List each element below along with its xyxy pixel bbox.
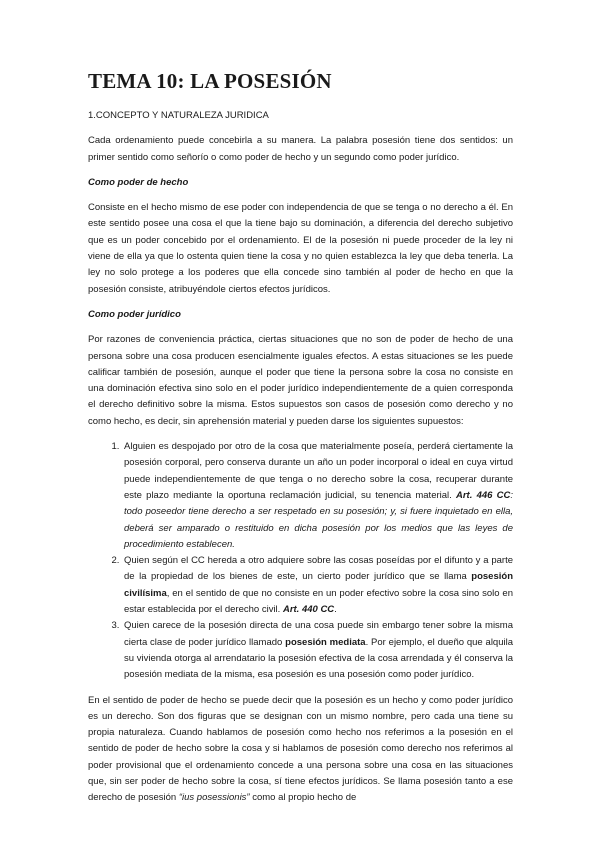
list-item-text: Quien carece de la posesión directa de una cosa puede sin embargo tener sobre la misma cierta clase de poder jurídico llamado <box>124 620 513 648</box>
bold-term: posesión mediata <box>285 636 366 648</box>
subheading-poder-juridico: Como poder jurídico <box>88 308 181 320</box>
section-heading: 1.CONCEPTO Y NATURALEZA JURIDICA <box>88 110 269 121</box>
article-reference: Art. 446 CC <box>456 489 511 501</box>
article-reference: Art. 440 CC <box>282 604 335 616</box>
list-item-text: . Por ejemplo, el dueño que alquila su vivienda otorga al arrendatario la posesión efectiva de la cosa arrendada y él conserva la posesión mediata de la misma, esa posesión es una posesión como poder jurídico. <box>124 636 513 681</box>
latin-term: “ius posessionis” <box>178 792 250 804</box>
article-quote: : todo poseedor tiene derecho a ser respetado en su posesión; y, si fuere inquietado en ella, deberá ser amparado o restituido en dicha posesión por los medios que las leyes de procedimiento establecen. <box>124 489 513 550</box>
bold-term: posesión civilísima <box>124 571 513 599</box>
final-paragraph-text: En el sentido de poder de hecho se puede decir que la posesión es un hecho y como poder jurídico es un derecho. Son dos figuras que se designan con un mismo nombre, pero cada una tiene su propia naturaleza. Cuando hablamos de posesión como hecho nos referimos a la posesión en el sentido de poder de hecho sobre la cosa y si hablamos de posesión como derecho nos referimos al poder provisional que el ordenamiento concede a una persona sobre una cosa en las situaciones que, sin ser poder de hecho sobre la cosa, sí tiene efectos jurídicos. Se llama posesión tanto a ese derecho de posesión <box>88 694 513 804</box>
intro-paragraph: Cada ordenamiento puede concebirla a su manera. La palabra posesión tiene dos sentidos: un primer sentido como señorío o como poder de hecho y un segundo como poder jurídico. <box>88 135 513 163</box>
final-paragraph <box>88 693 513 807</box>
list-item <box>122 618 513 683</box>
list-item-text: Alguien es despojado por otro de la cosa que materialmente poseía, perderá ciertamente la posesión corporal, pero conserva durante un año un poder incorporal o ideal en cuya virtud puede independientemente de que tenga o no derecho sobre la cosa, recuperar durante este plazo mediante la oportuna reclamación judicial, su tenencia material. <box>124 441 513 501</box>
list-item <box>122 553 513 618</box>
list-item-text: , en el sentido de que no consiste en un poder efectivo sobre la cosa sino solo en estar establecida por el derecho civil. <box>124 587 513 616</box>
paragraph-poder-juridico: Por razones de conveniencia práctica, ciertas situaciones que no son de poder de hecho de una persona sobre una cosa producen esencialmente iguales efectos. A estas situaciones se les puede calificar también de posesión, aunque el poder que tiene la persona sobre la cosa no consiste en una dominación efectiva sino solo en el poder jurídico independientemente de a quien corresponda el derecho definitivo sobre la misma. Estos supuestos son casos de posesión como derecho y no como hecho, es decir, sin aprehensión material y pueden darse los siguientes supuestos: <box>88 334 513 427</box>
supuestos-list <box>88 439 513 683</box>
list-item-text: . <box>334 604 337 616</box>
list-item-text: Quien según el CC hereda a otro adquiere sobre las cosas poseídas por el difunto y a parte de la propiedad de los bienes de este, un cierto poder jurídico que se llama <box>124 555 513 583</box>
subheading-poder-de-hecho: Como poder de hecho <box>88 176 189 188</box>
list-item <box>122 439 513 553</box>
final-paragraph-text: como al propio hecho de <box>249 792 357 804</box>
page-title: TEMA 10: LA POSESIÓN <box>88 69 332 93</box>
paragraph-poder-de-hecho: Consiste en el hecho mismo de ese poder con independencia de que se tenga o no derecho a él. En este sentido posee una cosa el que la tiene bajo su dominación, a diferencia del derecho subjetivo que es un poder concebido por el ordenamiento. El de la posesión ni puede proceder de la ley ni viene de ella ya que lo ostenta quien tiene la cosa y no quien establezca la ley que deba tenerla. La ley no solo protege a los poderes que ella concede sino también al poder de hecho en que la posesión consiste, atribuyéndole ciertos efectos jurídicos. <box>88 202 513 295</box>
